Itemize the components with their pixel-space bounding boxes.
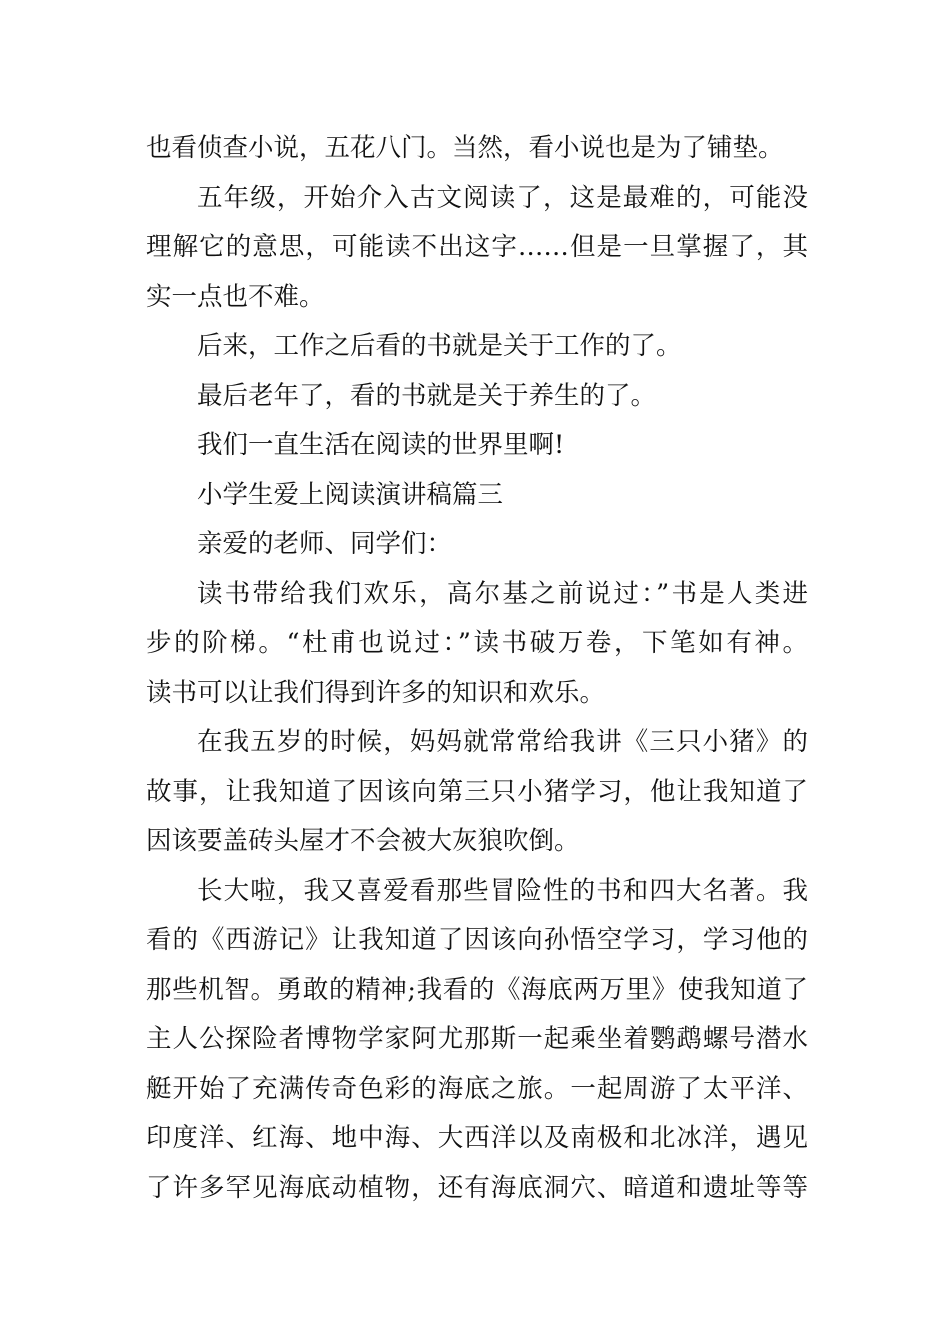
- text-line: 读书可以让我们得到许多的知识和欢乐。: [146, 677, 606, 708]
- text-line: 长大啦，我又喜爱看那些冒险性的书和四大名著。我: [197, 875, 808, 906]
- text-line: 我们一直生活在阅读的世界里啊!: [197, 430, 565, 460]
- document-body: [146, 124, 808, 1213]
- text-line: 那些机智。勇敢的精神;我看的《海底两万里》使我知道了: [146, 974, 808, 1005]
- text-line: 印度洋、红海、地中海、大西洋以及南极和北冰洋，遇见: [146, 1123, 808, 1153]
- text-line: 理解它的意思，可能读不出这字……但是一旦掌握了，其: [146, 232, 808, 262]
- text-line: 在我五岁的时候，妈妈就常常给我讲《三只小猪》的: [197, 727, 808, 757]
- text-line: 了许多罕见海底动植物，还有海底洞穴、暗道和遗址等等: [146, 1172, 808, 1203]
- text-line: 读书带给我们欢乐，高尔基之前说过：”书是人类进: [197, 578, 808, 609]
- text-line: 艇开始了充满传奇色彩的海底之旅。一起周游了太平洋、: [146, 1073, 808, 1104]
- text-line: 也看侦查小说，五花八门。当然，看小说也是为了铺垫。: [146, 133, 784, 163]
- text-line: 故事，让我知道了因该向第三只小猪学习，他让我知道了: [146, 776, 808, 807]
- text-line: 最后老年了，看的书就是关于养生的了。: [197, 380, 657, 411]
- text-line: 因该要盖砖头屋才不会被大灰狼吹倒。: [146, 826, 580, 856]
- text-line: 后来，工作之后看的书就是关于工作的了。: [197, 331, 682, 361]
- section-heading: 小学生爱上阅读演讲稿篇三: [197, 479, 504, 510]
- salutation: 亲爱的老师、同学们：: [197, 529, 453, 559]
- text-line: 主人公探险者博物学家阿尤那斯一起乘坐着鹦鹉螺号潜水: [146, 1024, 808, 1054]
- text-line: 实一点也不难。: [146, 281, 325, 312]
- text-line: 看的《西游记》让我知道了因该向孙悟空学习，学习他的: [146, 925, 808, 955]
- text-line: 步的阶梯。“杜甫也说过：”读书破万卷，下笔如有神。: [146, 628, 808, 658]
- text-line: 五年级，开始介入古文阅读了，这是最难的，可能没: [197, 182, 808, 213]
